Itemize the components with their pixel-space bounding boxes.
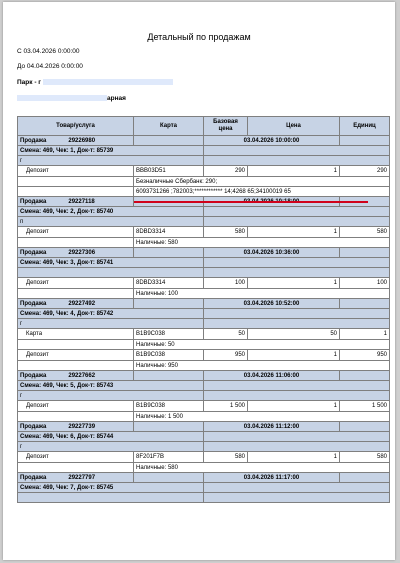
col-base-price: Базовая цена <box>204 117 248 136</box>
sale-label: Продажа <box>20 137 47 144</box>
sale-blank <box>134 299 204 309</box>
shift-row <box>18 146 390 156</box>
sale-blank <box>134 473 204 483</box>
shift-blank <box>204 207 390 217</box>
item-card: 8DBD3314 <box>134 227 204 238</box>
item-qty: 1 <box>248 452 340 463</box>
sale-datetime: 03.04.2026 10:52:00 <box>204 299 340 309</box>
sale-row <box>18 371 390 381</box>
shift-info: Смена: 469, Чек: 5, Док-т: 85743 <box>18 381 204 391</box>
payment-row <box>18 361 390 371</box>
item-name: Депозит <box>18 227 134 238</box>
item-price: 950 <box>340 350 390 361</box>
payment-text: Наличные: 50 <box>134 340 390 350</box>
payment-blank <box>18 187 134 197</box>
item-card: B1B9C038 <box>134 329 204 340</box>
shift-extra: г <box>18 319 204 329</box>
sale-id: 29227492 <box>68 300 96 307</box>
col-product: Товар/услуга <box>18 117 134 136</box>
item-name: Депозит <box>18 452 134 463</box>
sale-datetime: 03.04.2026 11:06:00 <box>204 371 340 381</box>
payment-blank <box>18 289 134 299</box>
highlight-underline <box>134 201 368 203</box>
item-base-price: 580 <box>204 227 248 238</box>
item-name: Депозит <box>18 278 134 289</box>
sale-id: 29227306 <box>68 249 96 256</box>
shift-extra-blank <box>204 319 390 329</box>
item-base-price: 950 <box>204 350 248 361</box>
sale-id: 29226980 <box>68 137 96 144</box>
shift-row <box>18 207 390 217</box>
item-card: BBB03D51 <box>134 166 204 177</box>
shift-blank <box>204 381 390 391</box>
shift-extra: г <box>18 156 204 166</box>
sales-table <box>17 116 390 503</box>
sale-row <box>18 248 390 258</box>
sale-blank <box>134 136 204 146</box>
shift-info: Смена: 469, Чек: 2, Док-т: 85740 <box>18 207 204 217</box>
sale-id: 29227797 <box>68 474 96 481</box>
payment-text: Наличные: 950 <box>134 361 390 371</box>
shift-extra-row <box>18 268 390 278</box>
org-line <box>17 95 126 102</box>
shift-extra-blank <box>204 217 390 227</box>
sale-row <box>18 422 390 432</box>
payment-row <box>18 187 390 197</box>
sale-label-cell <box>18 422 134 432</box>
shift-extra-row <box>18 391 390 401</box>
item-price: 580 <box>340 227 390 238</box>
sale-label: Продажа <box>20 474 47 481</box>
item-qty: 1 <box>248 278 340 289</box>
sale-label-cell <box>18 248 134 258</box>
payment-row <box>18 177 390 187</box>
shift-info: Смена: 469, Чек: 3, Док-т: 85741 <box>18 258 204 268</box>
payment-text: 6093731266 ;782003;************ 14;4268 65;34100019 65 <box>134 187 390 197</box>
sale-row <box>18 136 390 146</box>
item-base-price: 580 <box>204 452 248 463</box>
sale-end <box>340 473 390 483</box>
shift-info: Смена: 469, Чек: 1, Док-т: 85739 <box>18 146 204 156</box>
payment-blank <box>18 361 134 371</box>
sale-label: Продажа <box>20 300 47 307</box>
park-label: Парк - г <box>17 79 41 86</box>
date-from: С 03.04.2026 0:00:00 <box>17 48 80 55</box>
shift-row <box>18 483 390 493</box>
payment-text: Безналичные Сбербанк: 290; <box>134 177 390 187</box>
shift-extra-blank <box>204 156 390 166</box>
shift-extra-row <box>18 156 390 166</box>
col-units: Единиц <box>340 117 390 136</box>
table-header <box>18 117 390 136</box>
shift-blank <box>204 146 390 156</box>
sale-row <box>18 473 390 483</box>
shift-extra <box>18 493 204 503</box>
item-base-price: 1 500 <box>204 401 248 412</box>
item-name: Депозит <box>18 166 134 177</box>
item-card: 8DBD3314 <box>134 278 204 289</box>
sale-label-cell <box>18 473 134 483</box>
sale-id: 29227662 <box>68 372 96 379</box>
payment-blank <box>18 177 134 187</box>
shift-extra-blank <box>204 442 390 452</box>
shift-blank <box>204 483 390 493</box>
sale-label-cell <box>18 299 134 309</box>
shift-extra: п <box>18 217 204 227</box>
shift-row <box>18 432 390 442</box>
shift-extra-blank <box>204 268 390 278</box>
sale-blank <box>134 248 204 258</box>
payment-text: Наличные: 1 500 <box>134 412 390 422</box>
payment-blank <box>18 412 134 422</box>
sale-end <box>340 248 390 258</box>
sale-blank <box>134 422 204 432</box>
payment-text: Наличные: 580 <box>134 238 390 248</box>
shift-extra <box>18 268 204 278</box>
item-price: 100 <box>340 278 390 289</box>
item-card: 8F201F7B <box>134 452 204 463</box>
col-card: Карта <box>134 117 204 136</box>
item-row <box>18 350 390 361</box>
payment-row <box>18 340 390 350</box>
shift-extra-row <box>18 493 390 503</box>
shift-extra: г <box>18 442 204 452</box>
shift-blank <box>204 432 390 442</box>
shift-row <box>18 258 390 268</box>
item-price: 1 500 <box>340 401 390 412</box>
shift-blank <box>204 309 390 319</box>
payment-row <box>18 463 390 473</box>
item-qty: 1 <box>248 227 340 238</box>
item-base-price: 100 <box>204 278 248 289</box>
payment-blank <box>18 463 134 473</box>
item-row <box>18 452 390 463</box>
payment-text: Наличные: 580 <box>134 463 390 473</box>
redacted-org <box>17 95 107 101</box>
item-qty: 1 <box>248 401 340 412</box>
payment-row <box>18 412 390 422</box>
shift-extra-row <box>18 217 390 227</box>
payment-row <box>18 238 390 248</box>
sale-datetime: 03.04.2026 10:36:00 <box>204 248 340 258</box>
payment-blank <box>18 238 134 248</box>
col-price: Цена <box>248 117 340 136</box>
item-name: Депозит <box>18 401 134 412</box>
shift-extra-blank <box>204 493 390 503</box>
sale-label-cell <box>18 197 134 207</box>
sale-label: Продажа <box>20 423 47 430</box>
item-base-price: 290 <box>204 166 248 177</box>
item-qty: 1 <box>248 166 340 177</box>
item-card: B1B9C038 <box>134 350 204 361</box>
sale-datetime: 03.04.2026 11:12:00 <box>204 422 340 432</box>
sale-label-cell <box>18 371 134 381</box>
sale-row <box>18 299 390 309</box>
sale-id: 29227118 <box>68 198 95 205</box>
sale-end <box>340 299 390 309</box>
item-qty: 1 <box>248 350 340 361</box>
sale-blank <box>134 371 204 381</box>
sale-end <box>340 422 390 432</box>
report-title: Детальный по продажам <box>147 32 251 42</box>
report-page <box>3 2 395 560</box>
sale-label: Продажа <box>20 249 47 256</box>
shift-extra: г <box>18 391 204 401</box>
sale-end <box>340 371 390 381</box>
shift-row <box>18 381 390 391</box>
date-to: До 04.04.2026 0:00:00 <box>17 63 83 70</box>
shift-info: Смена: 469, Чек: 6, Док-т: 85744 <box>18 432 204 442</box>
item-row <box>18 278 390 289</box>
org-suffix: арная <box>107 95 126 102</box>
item-card: B1B9C038 <box>134 401 204 412</box>
item-base-price: 50 <box>204 329 248 340</box>
item-name: Карта <box>18 329 134 340</box>
item-row <box>18 227 390 238</box>
item-price: 1 <box>340 329 390 340</box>
sale-datetime: 03.04.2026 10:00:00 <box>204 136 340 146</box>
payment-text: Наличные: 100 <box>134 289 390 299</box>
item-price: 580 <box>340 452 390 463</box>
shift-row <box>18 309 390 319</box>
item-name: Депозит <box>18 350 134 361</box>
payment-blank <box>18 340 134 350</box>
shift-extra-row <box>18 319 390 329</box>
item-row <box>18 401 390 412</box>
shift-extra-row <box>18 442 390 452</box>
sale-id: 29227739 <box>68 423 96 430</box>
park-line <box>17 79 173 86</box>
payment-row <box>18 289 390 299</box>
sale-label: Продажа <box>20 198 47 205</box>
item-price: 290 <box>340 166 390 177</box>
sale-label-cell <box>18 136 134 146</box>
item-qty: 50 <box>248 329 340 340</box>
item-row <box>18 166 390 177</box>
redacted-park <box>43 79 173 85</box>
shift-info: Смена: 469, Чек: 4, Док-т: 85742 <box>18 309 204 319</box>
shift-info: Смена: 469, Чек: 7, Док-т: 85745 <box>18 483 204 493</box>
shift-extra-blank <box>204 391 390 401</box>
shift-blank <box>204 258 390 268</box>
sale-end <box>340 136 390 146</box>
sale-datetime: 03.04.2026 11:17:00 <box>204 473 340 483</box>
item-row <box>18 329 390 340</box>
sale-label: Продажа <box>20 372 47 379</box>
